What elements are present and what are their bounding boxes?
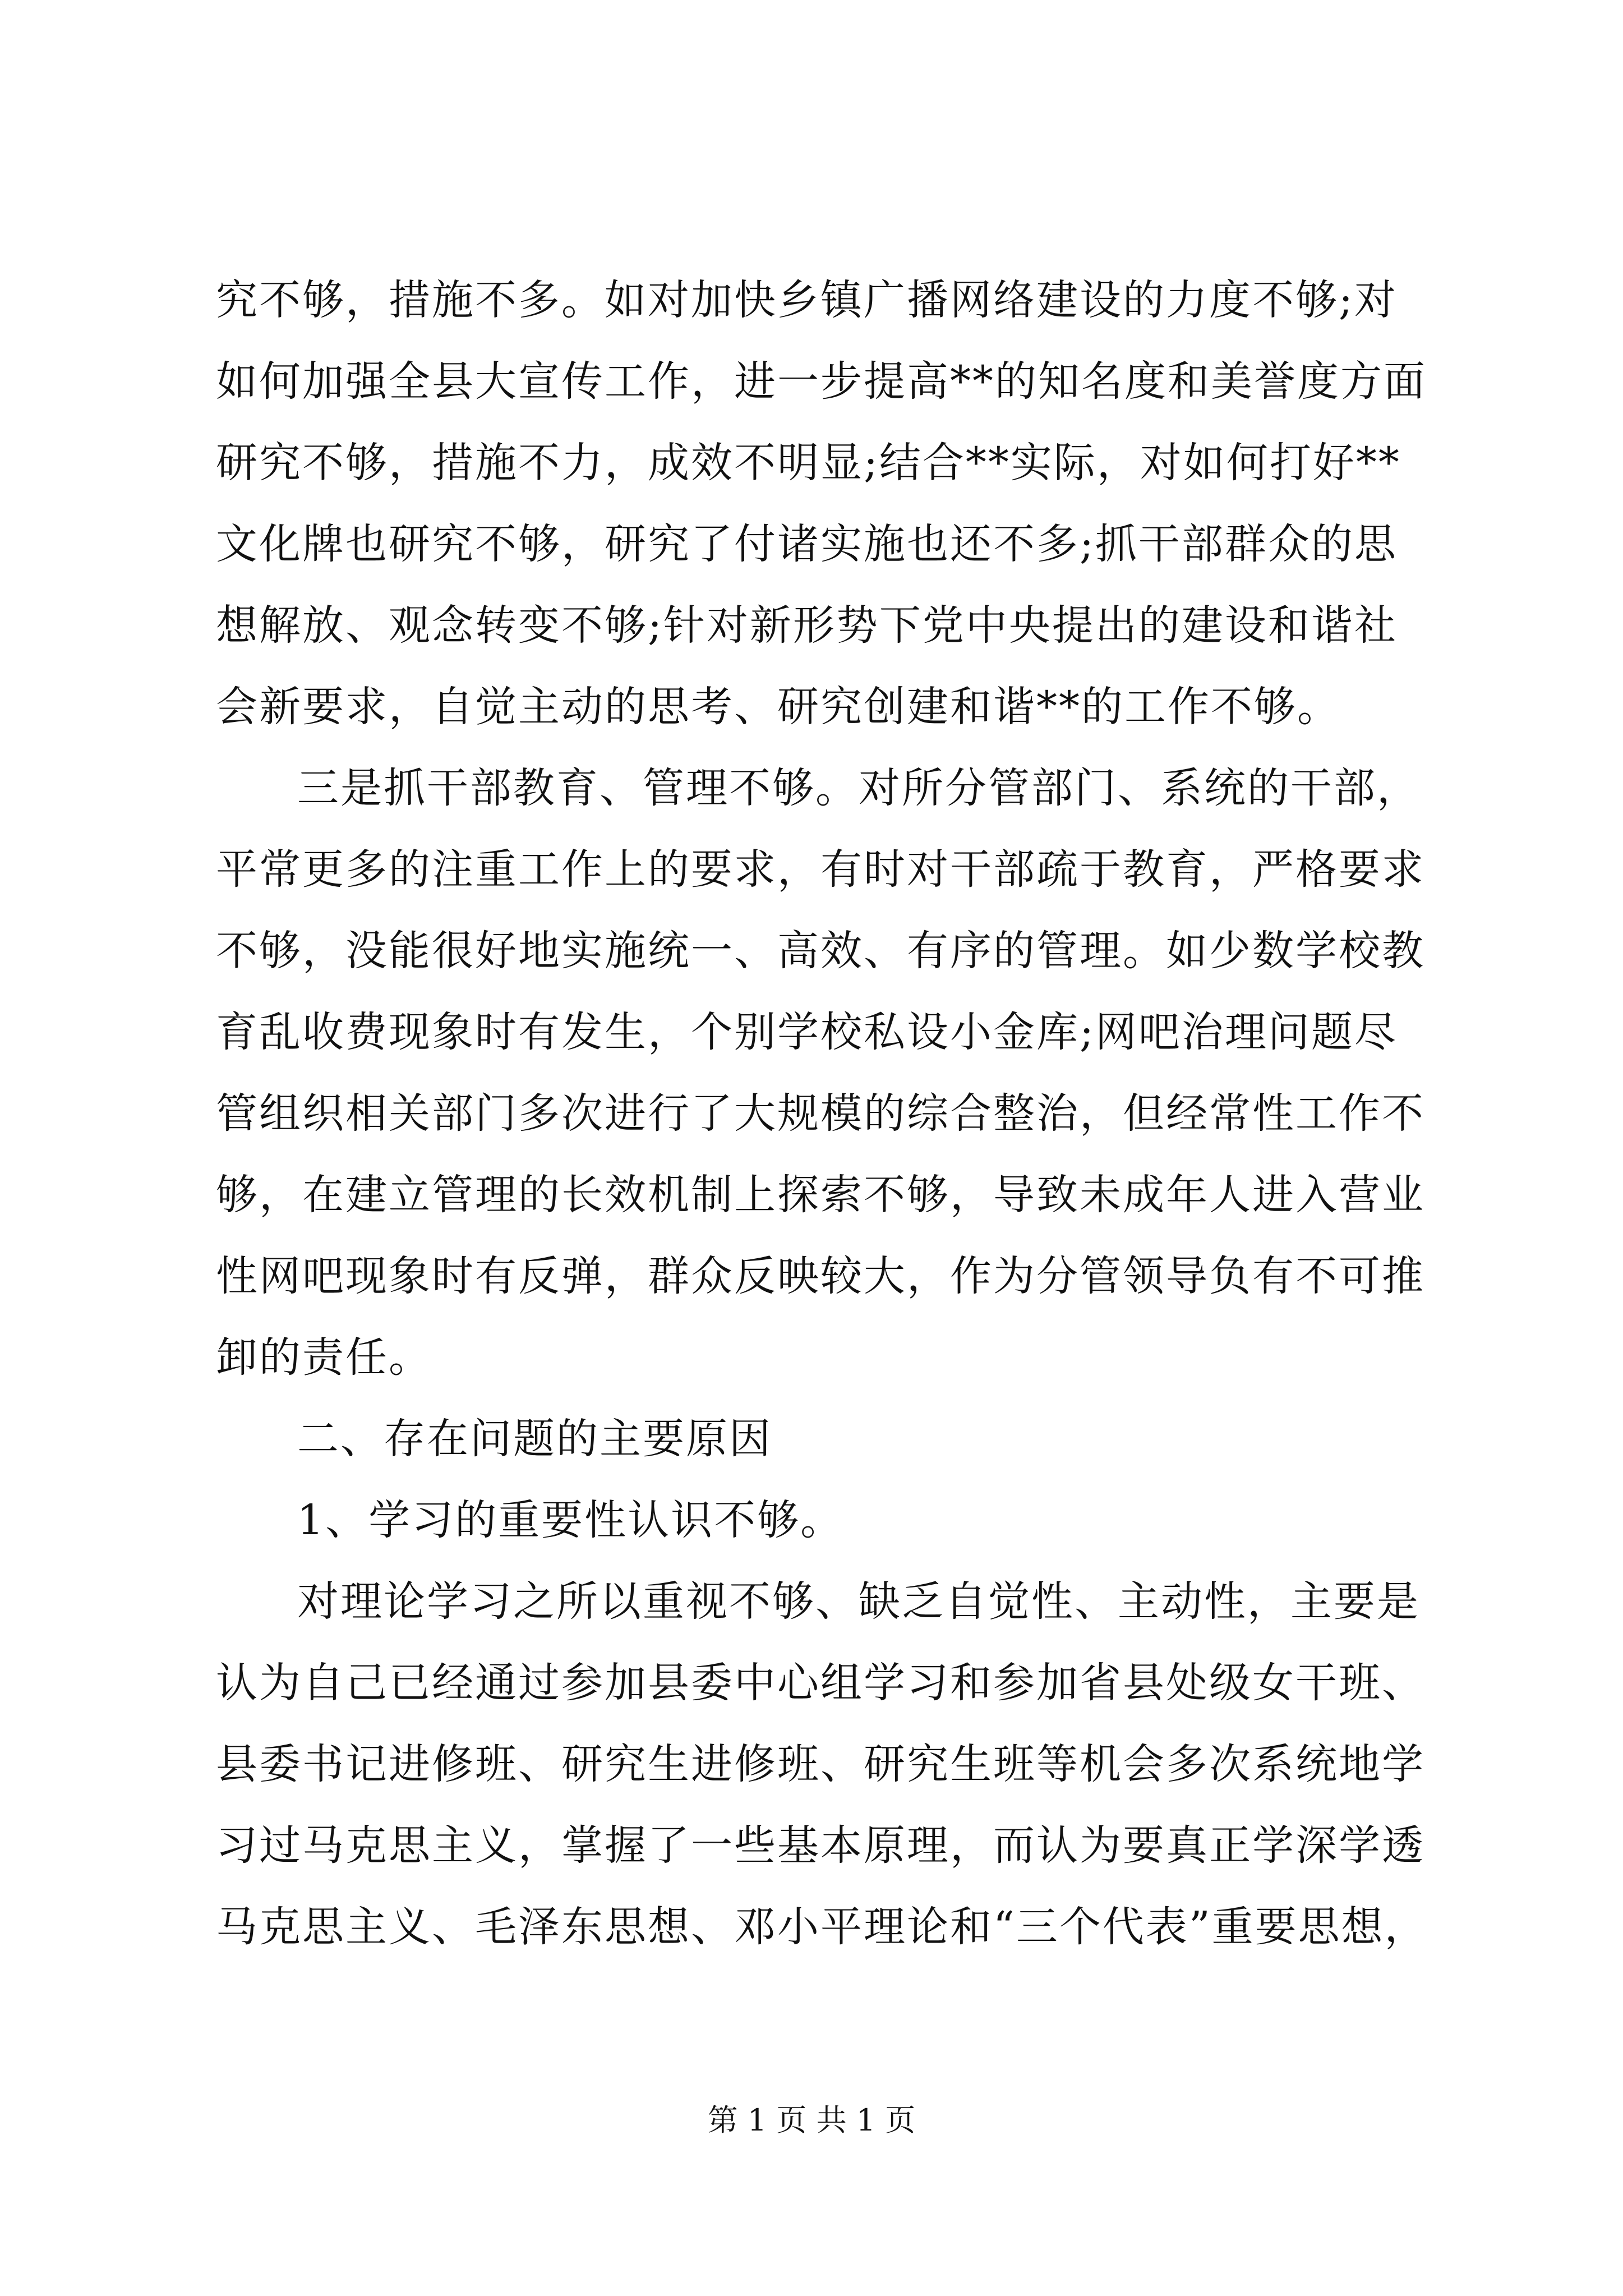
text-line: 究不够，措施不多。如对加快乡镇广播网络建设的力度不够;对 xyxy=(216,276,1398,324)
paragraph-start-line: 对理论学习之所以重视不够、缺乏自觉性、主动性，主要是 xyxy=(297,1577,1420,1626)
text-line: 县委书记进修班、研究生进修班、研究生班等机会多次系统地学 xyxy=(216,1740,1425,1788)
text-line: 卸的责任。 xyxy=(216,1333,432,1382)
text-line: 如何加强全县大宣传工作，进一步提高**的知名度和美誉度方面 xyxy=(216,357,1427,406)
text-line: 育乱收费现象时有发生，个别学校私设小金库;网吧治理问题尽 xyxy=(216,1008,1398,1056)
text-line: 会新要求，自觉主动的思考、研究创建和谐**的工作不够。 xyxy=(216,683,1340,731)
text-line: 马克思主义、毛泽东思想、邓小平理论和“三个代表”重要思想， xyxy=(216,1903,1428,1951)
subsection-heading: 1、学习的重要性认识不够。 xyxy=(297,1496,844,1544)
page-number-footer: 第 1 页 共 1 页 xyxy=(707,2102,916,2138)
text-line: 习过马克思主义，掌握了一些基本原理，而认为要真正学深学透 xyxy=(216,1821,1425,1870)
text-line: 文化牌也研究不够，研究了付诸实施也还不多;抓干部群众的思 xyxy=(216,520,1398,568)
text-line: 平常更多的注重工作上的要求，有时对干部疏于教育，严格要求 xyxy=(216,845,1425,894)
text-line: 想解放、观念转变不够;针对新形势下党中央提出的建设和谐社 xyxy=(216,601,1398,650)
text-line: 认为自己已经通过参加县委中心组学习和参加省县处级女干班、 xyxy=(216,1659,1425,1707)
text-line: 性网吧现象时有反弹，群众反映较大，作为分管领导负有不可推 xyxy=(216,1252,1425,1300)
section-heading: 二、存在问题的主要原因 xyxy=(297,1415,772,1463)
text-line: 够，在建立管理的长效机制上探索不够，导致未成年人进入营业 xyxy=(216,1171,1425,1219)
text-line: 不够，没能很好地实施统一、高效、有序的管理。如少数学校教 xyxy=(216,927,1425,975)
text-line: 研究不够，措施不力，成效不明显;结合**实际，对如何打好** xyxy=(216,439,1401,487)
paragraph-start-line: 三是抓干部教育、管理不够。对所分管部门、系统的干部， xyxy=(297,764,1420,812)
text-line: 管组织相关部门多次进行了大规模的综合整治，但经常性工作不 xyxy=(216,1089,1425,1138)
